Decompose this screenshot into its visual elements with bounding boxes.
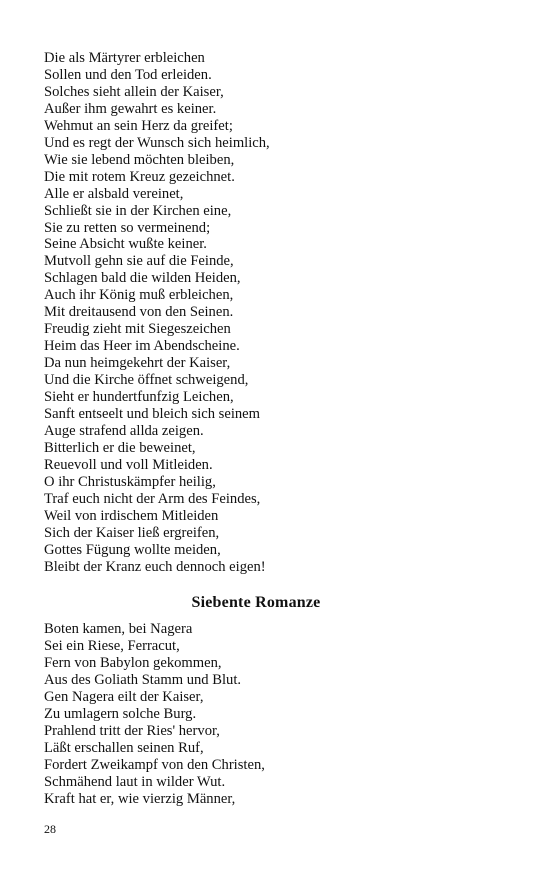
poem-line: O ihr Christuskämpfer heilig, [44, 473, 216, 490]
poem-line: Da nun heimgekehrt der Kaiser, [44, 355, 231, 372]
poem-line: Schmähend laut in wilder Wut. [44, 773, 226, 790]
poem-line: Reuevoll und voll Mitleiden. [44, 456, 213, 473]
poem-line: Sie zu retten so vermeinend; [44, 219, 211, 236]
page-number: 28 [44, 822, 56, 836]
poem-line: Auge strafend allda zeigen. [44, 422, 204, 439]
poem-line: Die als Märtyrer erbleichen [44, 50, 205, 66]
poem-line: Solches sieht allein der Kaiser, [44, 83, 224, 100]
poem-line: Und es regt der Wunsch sich heimlich, [44, 134, 270, 151]
poem-line: Gottes Fügung wollte meiden, [44, 541, 221, 558]
poem-line: Sei ein Riese, Ferracut, [44, 637, 180, 654]
poem-line: Außer ihm gewahrt es keiner. [44, 100, 217, 117]
poem-stanza-previous-romance [44, 50, 514, 576]
poem-line: Läßt erschallen seinen Ruf, [44, 739, 204, 756]
section-heading: Siebente Romanze [191, 594, 321, 611]
poem-line: Traf euch nicht der Arm des Feindes, [44, 490, 261, 507]
poem-line: Schlagen bald die wilden Heiden, [44, 270, 241, 287]
poem-line: Heim das Heer im Abendscheine. [44, 338, 240, 355]
poem-line: Freudig zieht mit Siegeszeichen [44, 321, 231, 338]
poem-line: Die mit rotem Kreuz gezeichnet. [44, 168, 235, 185]
poem-line: Prahlend tritt der Ries' hervor, [44, 722, 220, 739]
poem-line: Aus des Goliath Stamm und Blut. [44, 671, 242, 688]
poem-stanza-siebente-romanze [44, 621, 514, 807]
poem-line: Gen Nagera eilt der Kaiser, [44, 688, 204, 705]
poem-line: Wie sie lebend möchten bleiben, [44, 151, 235, 168]
poem-line: Bleibt der Kranz euch dennoch eigen! [44, 558, 266, 575]
poem-line: Sieht er hundertfunfzig Leichen, [44, 389, 234, 406]
poem-line: Und die Kirche öffnet schweigend, [44, 372, 249, 389]
poem-line: Schließt sie in der Kirchen eine, [44, 202, 232, 219]
poem-line: Sollen und den Tod erleiden. [44, 66, 212, 83]
poem-line: Sich der Kaiser ließ ergreifen, [44, 524, 220, 541]
poem-line: Weil von irdischem Mitleiden [44, 507, 219, 524]
poem-line: Boten kamen, bei Nagera [44, 621, 193, 637]
poem-line: Zu umlagern solche Burg. [44, 705, 197, 722]
poem-line: Fern von Babylon gekommen, [44, 654, 222, 671]
poem-line: Mutvoll gehn sie auf die Feinde, [44, 253, 234, 270]
poem-line: Wehmut an sein Herz da greifet; [44, 117, 233, 134]
poem-line: Sanft entseelt und bleich sich seinem [44, 406, 261, 423]
poem-line: Seine Absicht wußte keiner. [44, 236, 207, 253]
poem-line: Mit dreitausend von den Seinen. [44, 304, 234, 321]
poem-line: Auch ihr König muß erbleichen, [44, 287, 234, 304]
poem-line: Fordert Zweikampf von den Christen, [44, 756, 265, 773]
poem-line: Kraft hat er, wie vierzig Männer, [44, 790, 236, 807]
poem-line: Alle er alsbald vereinet, [44, 185, 184, 202]
poem-line: Bitterlich er die beweinet, [44, 439, 196, 456]
